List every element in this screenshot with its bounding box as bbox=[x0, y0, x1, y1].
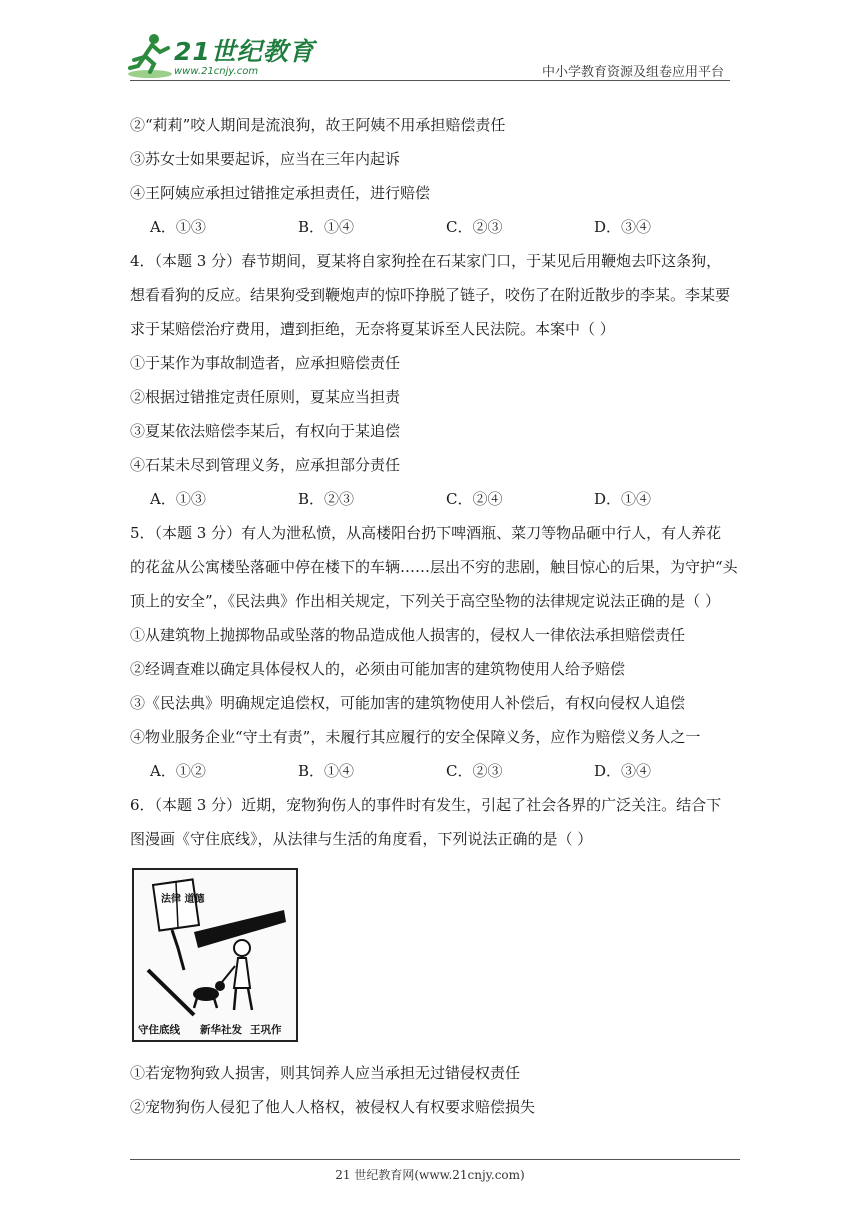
site-logo bbox=[124, 30, 315, 82]
footer-divider bbox=[130, 1159, 740, 1160]
document-body bbox=[130, 108, 750, 1124]
q5-stem-line-2: 的花盆从公寓楼坠落砸中停在楼下的车辆……层出不穷的悲剧，触目惊心的后果，为守护“头 bbox=[130, 558, 738, 576]
logo-text: 21世纪教育 bbox=[174, 37, 315, 66]
q4-statement-2: ②根据过错推定责任原则，夏某应当担责 bbox=[130, 388, 401, 406]
q4-statement-4: ④石某未尽到管理义务，应承担部分责任 bbox=[130, 456, 401, 474]
header-divider bbox=[130, 80, 730, 81]
book-label: 法律 道德 bbox=[161, 894, 205, 905]
q4-options bbox=[130, 482, 750, 516]
q4-option-a: A．①③ bbox=[150, 490, 206, 508]
q4-option-c: C．②④ bbox=[446, 490, 503, 508]
q3-statement-2: ②“莉莉”咬人期间是流浪狗，故王阿姨不用承担赔偿责任 bbox=[130, 116, 506, 134]
q4-statement-1: ①于某作为事故制造者，应承担赔偿责任 bbox=[130, 354, 401, 372]
q3-statement-4: ④王阿姨应承担过错推定承担责任，进行赔偿 bbox=[130, 184, 431, 202]
q4-option-d: D．①④ bbox=[594, 490, 652, 508]
q3-option-d: D．③④ bbox=[594, 218, 652, 236]
q5-option-b: B．①④ bbox=[298, 762, 355, 780]
q5-statement-3: ③《民法典》明确规定追偿权，可能加害的建筑物使用人补偿后，有权向侵权人追偿 bbox=[130, 694, 686, 712]
q3-option-a: A．①③ bbox=[150, 218, 206, 236]
cartoon-caption-title: 守住底线 bbox=[138, 1024, 180, 1036]
q6-stem-line-2: 图漫画《守住底线》，从法律与生活的角度看，下列说法正确的是（ ） bbox=[130, 830, 593, 848]
q4-option-b: B．②③ bbox=[298, 490, 355, 508]
q4-statement-3: ③夏某依法赔偿李某后，有权向于某追偿 bbox=[130, 422, 401, 440]
q3-option-b: B．①④ bbox=[298, 218, 355, 236]
q5-stem-line-3: 顶上的安全”，《民法典》作出相关规定，下列关于高空坠物的法律规定说法正确的是（ ） bbox=[130, 592, 720, 610]
q3-statement-3: ③苏女士如果要起诉，应当在三年内起诉 bbox=[130, 150, 401, 168]
q5-stem-line-1: 5．（本题 3 分）有人为泄私愤，从高楼阳台扔下啤酒瓶、菜刀等物品砸中行人，有人养花 bbox=[130, 524, 722, 542]
q5-statement-1: ①从建筑物上抛掷物品或坠落的物品造成他人损害的，侵权人一律依法承担赔偿责任 bbox=[130, 626, 686, 644]
q5-option-d: D．③④ bbox=[594, 762, 652, 780]
q4-stem-line-1: 4．（本题 3 分）春节期间，夏某将自家狗拴在石某家门口，于某见后用鞭炮去吓这条狗， bbox=[130, 252, 722, 270]
platform-title: 中小学教育资源及组卷应用平台 bbox=[541, 65, 724, 80]
cartoon-caption-source: 新华社发 bbox=[200, 1024, 242, 1036]
q4-stem-line-2: 想看看狗的反应。结果狗受到鞭炮声的惊吓挣脱了链子，咬伤了在附近散步的李某。李某要 bbox=[130, 286, 731, 304]
q5-option-c: C．②③ bbox=[446, 762, 503, 780]
page-header bbox=[0, 0, 860, 80]
cartoon-caption-author: 王巩作 bbox=[250, 1024, 282, 1036]
q5-options bbox=[130, 754, 750, 788]
runner-logo-icon bbox=[124, 30, 176, 82]
page-footer: 21 世纪教育网(www.21cnjy.com) bbox=[335, 1168, 525, 1182]
q5-statement-2: ②经调查难以确定具体侵权人的，必须由可能加害的建筑物使用人给予赔偿 bbox=[130, 660, 626, 678]
cartoon-figure bbox=[132, 868, 298, 1042]
q4-stem-line-3: 求于某赔偿治疗费用，遭到拒绝，无奈将夏某诉至人民法院。本案中（ ） bbox=[130, 320, 615, 338]
q6-stem-line-1: 6．（本题 3 分）近期，宠物狗伤人的事件时有发生，引起了社会各界的广泛关注。结合下 bbox=[130, 796, 722, 814]
q3-options bbox=[130, 210, 750, 244]
cartoon-illustration bbox=[134, 870, 296, 1020]
q5-option-a: A．①② bbox=[150, 762, 206, 780]
q6-statement-2: ②宠物狗伤人侵犯了他人人格权，被侵权人有权要求赔偿损失 bbox=[130, 1098, 536, 1116]
q6-statement-1: ①若宠物狗致人损害，则其饲养人应当承担无过错侵权责任 bbox=[130, 1064, 521, 1082]
q5-statement-4: ④物业服务企业“守土有责”，未履行其应履行的安全保障义务，应作为赔偿义务人之一 bbox=[130, 728, 701, 746]
q3-option-c: C．②③ bbox=[446, 218, 503, 236]
logo-url: www.21cnjy.com bbox=[174, 66, 259, 77]
